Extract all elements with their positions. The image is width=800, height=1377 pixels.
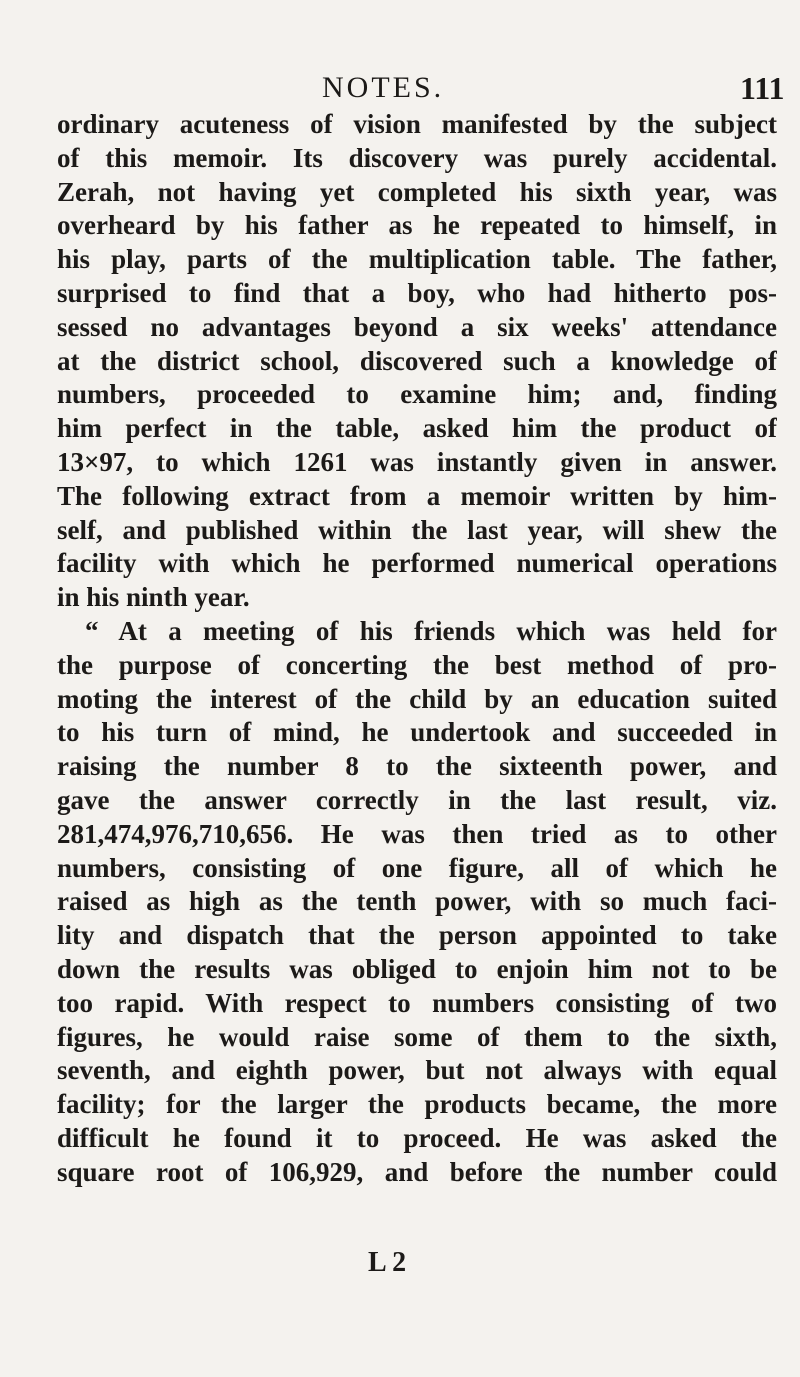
- text-line: seventh, and eighth power, but not always with equal: [57, 1055, 777, 1086]
- running-head-title: NOTES.: [322, 71, 445, 104]
- text-line: his play, parts of the multiplication table. The father,: [57, 244, 777, 275]
- text-line: the purpose of concerting the best method of pro-: [57, 649, 777, 680]
- text-line: Zerah, not having yet completed his sixth year, was: [57, 176, 777, 207]
- text-line: at the district school, discovered such a knowledge of: [57, 345, 777, 376]
- text-line: to his turn of mind, he undertook and succeeded in: [57, 717, 777, 748]
- text-line: lity and dispatch that the person appointed to take: [57, 920, 777, 951]
- text-line: square root of 106,929, and before the number could: [57, 1156, 777, 1187]
- text-line: The following extract from a memoir written by him-: [57, 480, 777, 511]
- page-number: 111: [740, 70, 785, 106]
- text-line: overheard by his father as he repeated to himself, in: [57, 210, 777, 241]
- text-line: facility with which he performed numerical operations: [57, 548, 777, 579]
- text-line: surprised to find that a boy, who had hitherto pos-: [57, 277, 777, 308]
- text-line: numbers, proceeded to examine him; and, finding: [57, 379, 777, 410]
- text-line: of this memoir. Its discovery was purely accidental.: [57, 142, 777, 173]
- text-line: sessed no advantages beyond a six weeks' attendance: [57, 311, 777, 342]
- text-line: figures, he would raise some of them to the sixth,: [57, 1021, 777, 1052]
- text-line: numbers, consisting of one figure, all of which he: [57, 852, 777, 883]
- signature-mark: L 2: [368, 1247, 407, 1278]
- text-line: too rapid. With respect to numbers consisting of two: [57, 987, 777, 1018]
- text-line: gave the answer correctly in the last result, viz.: [57, 784, 777, 815]
- text-line: self, and published within the last year, will shew the: [57, 514, 777, 545]
- text-line: him perfect in the table, asked him the product of: [57, 413, 777, 444]
- body-text: [57, 108, 777, 1190]
- text-line: raising the number 8 to the sixteenth power, and: [57, 751, 777, 782]
- text-line: “ At a meeting of his friends which was held for: [85, 615, 777, 646]
- text-line: ordinary acuteness of vision manifested by the subject: [57, 109, 777, 139]
- text-line: raised as high as the tenth power, with so much faci-: [57, 886, 777, 917]
- text-line: difficult he found it to proceed. He was asked the: [57, 1122, 777, 1153]
- text-line: in his ninth year.: [57, 582, 250, 613]
- text-line: moting the interest of the child by an education suited: [57, 683, 777, 714]
- text-line: 281,474,976,710,656. He was then tried as to other: [57, 818, 777, 849]
- running-head: [0, 68, 800, 108]
- text-line: 13×97, to which 1261 was instantly given in answer.: [57, 446, 777, 477]
- text-line: down the results was obliged to enjoin him not to be: [57, 953, 777, 984]
- text-line: facility; for the larger the products became, the more: [57, 1089, 777, 1120]
